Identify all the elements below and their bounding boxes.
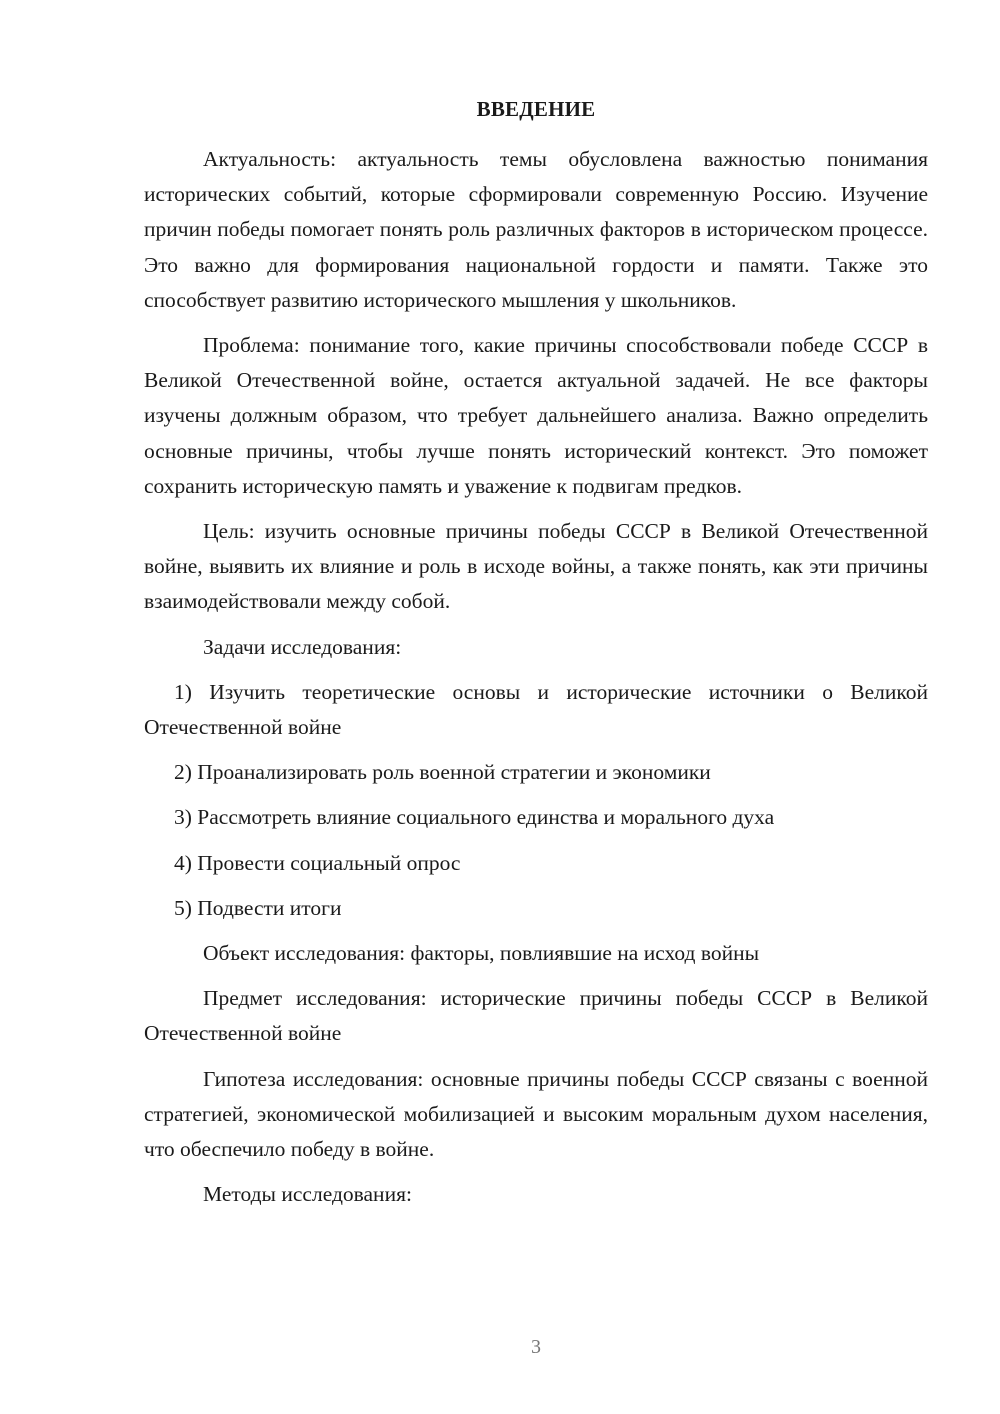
task-item: 3) Рассмотреть влияние социального единства и морального духа [174, 805, 775, 830]
paragraph-relevance: Актуальность: актуальность темы обусловлена важностью понимания исторических событий, которые сформировали современную Россию. Изучение причин победы помогает понять роль различных факторов в историческом процессе. Это важно для формирования национальной гордости и памяти. Также это способствует развитию исторического мышления у школьников. [144, 147, 928, 312]
paragraph-subject: Предмет исследования: исторические причины победы СССР в Великой Отечественной войне [144, 986, 928, 1046]
page-number: 3 [531, 1336, 541, 1358]
task-item: 5) Подвести итоги [174, 895, 342, 920]
paragraph-problem: Проблема: понимание того, какие причины способствовали победе СССР в Великой Отечественной войне, остается актуальной задачей. Не все факторы изучены должным образом, что требует дальнейшего анализа. Важно определить основные причины, чтобы лучше понять исторический контекст. Это поможет сохранить историческую память и уважение к подвигам предков. [144, 333, 928, 498]
task-item: 2) Проанализировать роль военной стратегии и экономики [174, 760, 711, 785]
paragraph-goal: Цель: изучить основные причины победы СССР в Великой Отечественной войне, выявить их влияние и роль в исходе войны, а также понять, как эти причины взаимодействовали между собой. [144, 519, 928, 614]
document-body [144, 142, 928, 1222]
paragraph-hypothesis: Гипотеза исследования: основные причины победы СССР связаны с военной стратегией, экономической мобилизацией и высоким моральным духом населения, что обеспечило победу в войне. [144, 1066, 928, 1162]
tasks-list [144, 675, 928, 926]
paragraph-object: Объект исследования: факторы, повлиявшие на исход войны [203, 941, 760, 966]
task-item: 1) Изучить теоретические основы и исторические источники о Великой Отечественной войне [144, 679, 928, 740]
section-title: ВВЕДЕНИЕ [476, 97, 596, 121]
task-item: 4) Провести социальный опрос [174, 850, 461, 875]
methods-heading: Методы исследования: [203, 1182, 412, 1207]
tasks-heading: Задачи исследования: [203, 634, 402, 659]
